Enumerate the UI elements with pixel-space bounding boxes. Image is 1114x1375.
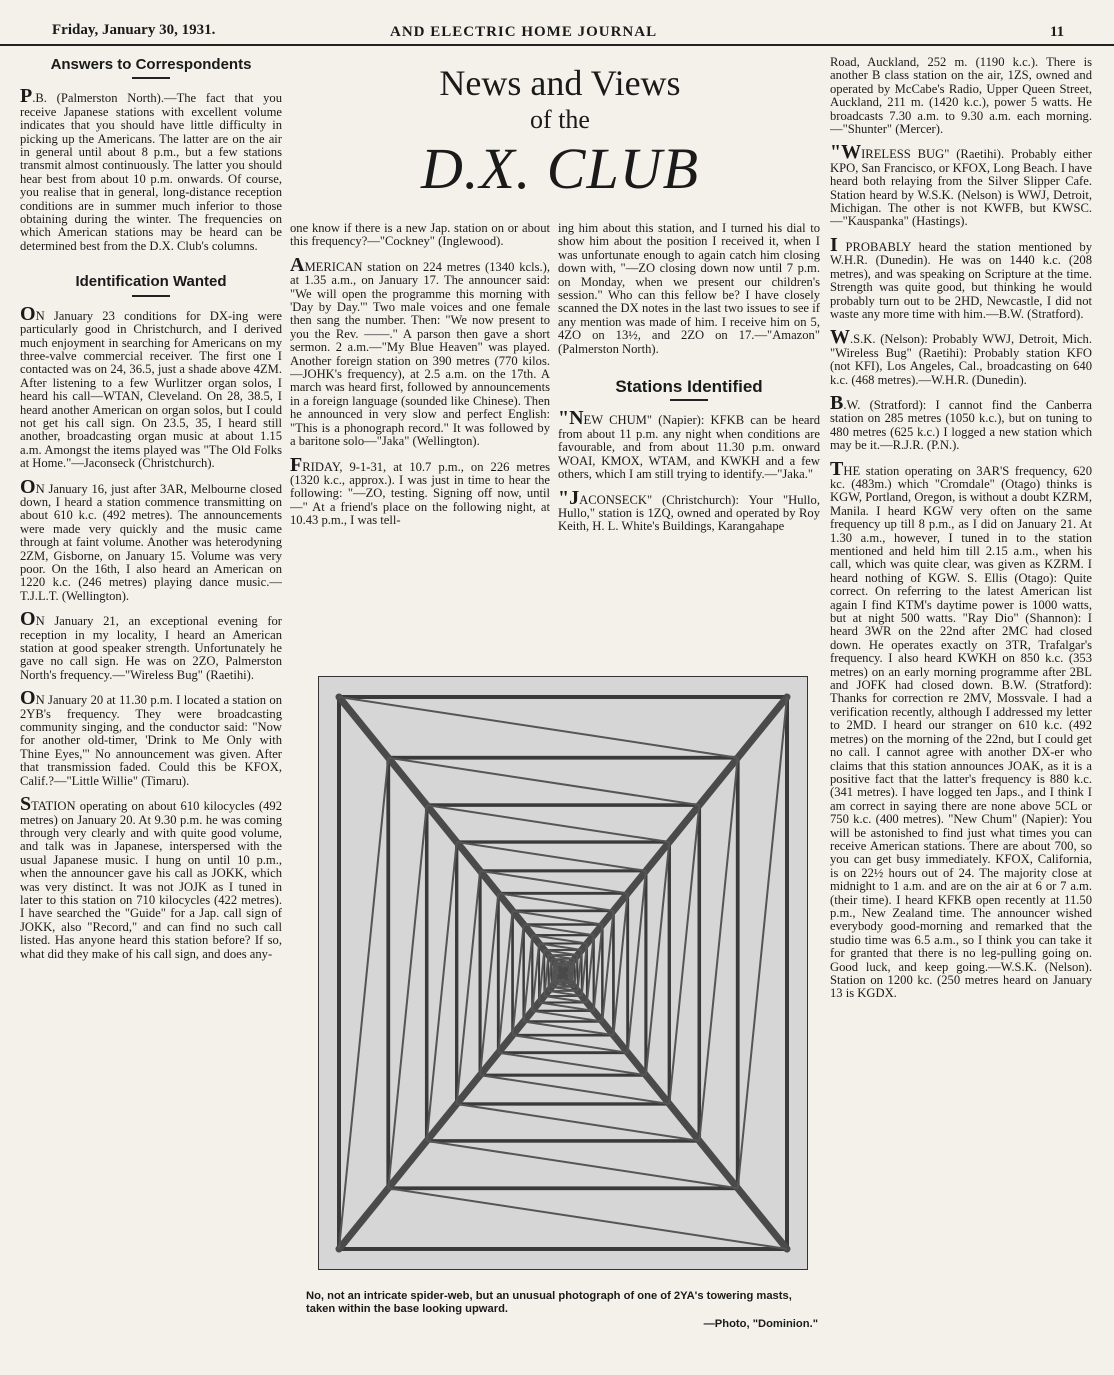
section-heading-answers: Answers to Correspondents (50, 56, 252, 73)
column-1 (20, 56, 282, 1367)
lattice-mast-illustration (319, 677, 807, 1269)
letter-paragraph: AMERICAN station on 224 metres (1340 kcls.), at 1.35 a.m., on January 17. The announcer said: "We will open the programme this morning with 'Day by Day.'" Two male voices and one female then sang the number. Then: "We now present to you the Rev. ——." A parson then gave a short sermon. 2 a.m.—"My Blue Heaven" was played. Another foreign station on 390 metres (770 kilos.—JOHK's frequency), at 2.5 a.m. on the 17th. A march was heard first, followed by announcements in a foreign language (sounded like Chinese). Then he announced in very slow and perfect English: "This is a phonograph record." It was followed by a baritone solo—"Jaka" (Wellington). (290, 253, 550, 449)
dx-club-masthead (310, 62, 810, 202)
letter-paragraph: ON January 16, just after 3AR, Melbourne closed down, I heard a station commence transmitting on about 610 k.c. (492 metres). The announcements were made very quickly and the music came through at faint volume. Another was heterodyning 2ZM, Gisborne, on January 15. Volume was very poor. On the 16th, I also heard an American on 1220 k.c. (246 metres) playing dance music.—T.J.L.T. (Wellington). (20, 475, 282, 603)
letter-paragraph: Road, Auckland, 252 m. (1190 k.c.). There is another B class station on the air, 1ZS, owned and operated by McCabe's Radio, Upper Queen Street, Auckland, 211 m. (1420 k.c.), power 5 watts. He broadcasts 7.30 a.m. to 9.30 a.m. each morning.—"Shunter" (Mercer). (830, 56, 1092, 137)
letter-paragraph: ing him about this station, and I turned his dial to show him about the position I received it, when I was unfortunate enough to again catch him closing down with, "—ZO closing down now until 7 p.m. on Monday, when we present our children's session." Who can this fellow be? I have closely scanned the DX notes in the last two issues to see if any mention was made of him. I receive him on 5, 4ZO on 13½, and 2ZO on 17.—"Amazon" (Palmerston North). (558, 222, 820, 356)
section-heading-stations-identified: Stations Identified (615, 377, 763, 397)
letter-paragraph: THE station operating on 3AR'S frequency, 620 kc. (483m.) which "Cromdale" (Otago) thinks is KGW, Portland, Oregon, is without a doubt KZRM, Manila. I heard KGW very often on the same frequency up till 8 p.m., as I did on January 21. At 1.30 a.m., however, I tuned in to the station mentioned and held him till 2.15 a.m., when his call, which was quite clear, was given as KZRM. I heard nothing of KGW. S. Ellis (Otago): Quite correct. On referring to the latest American list again I find KTM's daytime power is 1000 watts, but at night 500 watts. "Ray Dio" (Shannon): I heard 3WR on the 22nd after 2MC had closed down. He operates exactly on 3TR, Trafalgar's frequency. I also heard KWKH on 850 k.c. (353 metres) on an early morning programme after 2BL and JOFK had closed down. B.W. (Stratford): Thanks for correction re 2MV, Mossvale. I had a verification recently, although I addressed my letter to 2MD. I heard our stranger on 610 k.c. (492 metres) on the morning of the 22nd, but I could get no call. I cannot agree with another DX-er who claims that this station announces JOAK, as it is a positive fact that the latter's frequency is 880 k.c. (341 metres). I have logged ten Japs., and I think I am correct in saying there are none above 5CL or 750 k.c. (400 metres). "New Chum" (Napier): You will be astonished to find just what times you can receive American stations. There are about 700, so you can get busy immediately. KFOX, California, is on 22½ hours out of 24. The majority close at midnight to 1 a.m. and are on the air at 6 or 7 a.m. (their time). I heard KFKB open recently at 11.50 p.m., New Zealand time. The announcer wished everybody good-morning and remarked that the studio time was 6.5 a.m., so I think you can take it for granted that there is no leg-pulling going on. Good luck, and keep going.—W.S.K. (Nelson). Station on 1200 kc. (250 metres heard on January 13 is KGDX. (830, 457, 1092, 1001)
letter-paragraph: W.S.K. (Nelson): Probably WWJ, Detroit, Mich. "Wireless Bug" (Raetihi): Probably station KFO (not KFI), Los Angeles, Cal., broadcasting on 640 k.c. (468 metres).—W.H.R. (Dunedin). (830, 326, 1092, 387)
running-head (0, 0, 1114, 46)
heading-rule (132, 77, 170, 79)
heading-rule (670, 399, 708, 401)
letter-paragraph: ON January 21, an exceptional evening for reception in my locality, I heard an American station at good speaker strength. Unfortunately he gave no call sign. He was on 2ZO, Palmerston North's frequency.—"Wireless Bug" (Raetihi). (20, 608, 282, 682)
letter-paragraph: I PROBABLY heard the station mentioned by W.H.R. (Dunedin). He was on 1440 k.c. (208 metres), and was speaking on Scripture at the time. Strength was quite good, but thinking he would probably turn out to be 2HD, Newcastle, I did not waste any more time with him.—B.W. (Stratford). (830, 233, 1092, 321)
letter-paragraph: FRIDAY, 9-1-31, at 10.7 p.m., on 226 metres (1320 k.c., approx.). I was just in time to hear the following: "—ZO, testing. Signing off now, until—" At a friend's place on the following night, at 10.43 p.m., I was tell- (290, 453, 550, 528)
photo-caption: No, not an intricate spider-web, but an unusual photograph of one of 2YA's towering masts, taken within the base looking upward. —Photo, "Dominion." (306, 1290, 818, 1330)
letter-paragraph: "JACONSECK" (Christchurch): Your "Hullo, Hullo," station is 1ZQ, owned and operated by Roy Keith, H. L. White's Buildings, Karangahape (558, 486, 820, 534)
journal-title: AND ELECTRIC HOME JOURNAL (390, 24, 658, 40)
issue-date: Friday, January 30, 1931. (52, 22, 216, 38)
masthead-line-1: News and Views (439, 63, 681, 103)
letter-paragraph: B.W. (Stratford): I cannot find the Canberra station on 285 metres (1050 k.c.), but on tuning to 480 metres (625 k.c.) I logged a new station which may be it.—R.J.R. (P.N.). (830, 391, 1092, 453)
masthead-line-2: of the (530, 105, 590, 134)
section-heading-identification: Identification Wanted (75, 273, 227, 291)
letter-paragraph: P.B. (Palmerston North).—The fact that you receive Japanese stations with excellent volume indicates that you should have little difficulty in picking up the Americans. The latter are on the air in general until about 8 p.m., but a few stations transmit almost continuously. The latter you should hear best from about 10 p.m. onwards. Of course, you realise that in general, long-distance reception conditions are in summer much inferior to those obtaining during the winter. The frequencies on which American stations may be heard can be determined best from the D.X. Club's columns. (20, 85, 282, 253)
letter-paragraph: ON January 20 at 11.30 p.m. I located a station on 2YB's frequency. They were broadcasting community singing, and the conductor said: "Now for another old-timer, 'Drink to Me Only with Thine Eyes,'" No announcement was given. After that transmission faded. Could this be KFOX, Calif.?—"Little Willie" (Timaru). (20, 687, 282, 788)
column-2 (290, 222, 550, 652)
masthead-line-3: D.X. CLUB (420, 136, 700, 201)
letter-paragraph: STATION operating on about 610 kilocycles (492 metres) on January 20. At 9.30 p.m. he was coming through very clearly and with quite good volume, and talk was in Japanese, interspersed with the usual Japanese music. I hung on until 10 p.m., when the announcer gave his call as JOKK, which was very distinct. It was not JOJK as I tuned in later to this station on 710 kilocycles (422 metres). I have searched the "Guide" for a Jap. call sign of JOKK, also "Record," and can find no such call listed. Has anyone heard this station before? If so, what did they make of his call sign, and does any- (20, 793, 282, 961)
letter-paragraph: "WIRELESS BUG" (Raetihi). Probably either KPO, San Francisco, or KFOX, Long Beach. I have heard both relaying from the Silver Slipper Cafe. Station heard by W.S.K. (Nelson) is WWJ, Detroit, Michigan. The other is not KWFB, but KWSC.—"Kauspanka" (Hastings). (830, 141, 1092, 229)
photo-credit: —Photo, "Dominion." (703, 1318, 818, 1330)
letter-paragraph: "NEW CHUM" (Napier): KFKB can be heard from about 11 p.m. any night when conditions are favourable, and from about 11.30 p.m. onward WOAI, KMOX, WTAM, and KWKH and a few others, which I am still trying to identify.—"Jaka." (558, 407, 820, 482)
letter-paragraph: ON January 23 conditions for DX-ing were particularly good in Christchurch, and I derived much enjoyment in searching for Americans on my three-valve commercial receiver. The first one I contacted was on 24, 36.5, just a shade above 4ZM. After listening to a few Wurlitzer organ solos, I heard his call—WTAN, Cleveland. On 28, 38.5, I heard another American on organ solos, but I could not get his call sign. On 23.5, 35, I heard still another, broadcasting organ music at about 1.15 a.m. Amongst the items played was "The Old Folks at Home."—Jaconseck (Christchurch). (20, 302, 282, 471)
letter-paragraph: one know if there is a new Jap. station on or about this frequency?—"Cockney" (Inglewood). (290, 222, 550, 249)
column-4 (830, 56, 1092, 1367)
mast-photograph (318, 676, 808, 1270)
page-number: 11 (1050, 24, 1065, 40)
column-3 (558, 222, 820, 652)
heading-rule (132, 295, 170, 297)
